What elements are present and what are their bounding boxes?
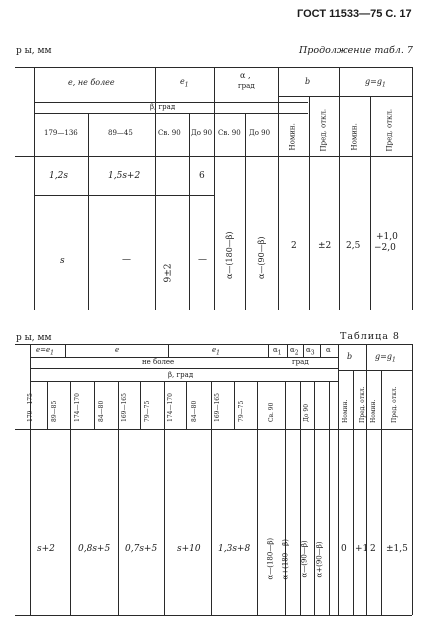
page-header: ГОСТ 11533—75 С. 17 (297, 8, 412, 20)
t8-col-10: 79—75 (238, 400, 245, 422)
table8-title-left: р ы, мм (16, 333, 52, 343)
t7-col-sv90-a: Св. 90 (158, 129, 181, 137)
t7-r2-g-nom: 2,5 (346, 241, 361, 251)
t7-r2-e2: — (122, 255, 131, 265)
t8-r-v2: 0,8s+5 (78, 544, 111, 554)
t8-head-g: $g=g_1$ (375, 352, 396, 364)
t7-head-b: b (305, 77, 311, 86)
t8-r-g-pred: ±1,5 (386, 544, 408, 554)
t7-head-alpha-unit: град (238, 82, 255, 90)
t8-col-b-pred: Пред. откл. (359, 386, 366, 423)
t8-r-g-nom: 2 (370, 544, 376, 554)
t7-col-179-136: 179—136 (44, 129, 78, 137)
t8-r-v1: s+2 (37, 544, 55, 554)
t7-col-89-45: 89—45 (108, 129, 133, 137)
t8-col-8: 84—80 (191, 400, 198, 422)
t8-r-v5: 1,3s+8 (218, 544, 251, 554)
t8-head-e: е (115, 346, 120, 354)
t7-r2-e1: s (60, 256, 65, 266)
t8-r-v4: s+10 (177, 544, 201, 554)
t8-head-grad: град (292, 358, 309, 366)
t8-r-alpha3: α—(90—β) (300, 540, 309, 578)
t7-head-e1: $е_1$ (180, 77, 189, 89)
table7-title-left: р ы, мм (16, 46, 52, 56)
t7-head-g: $g=g_1$ (365, 77, 386, 89)
t8-col-5: 169—165 (121, 393, 128, 422)
t8-col-6: 79—75 (144, 400, 151, 422)
t7-col-b-nom: Номин. (288, 123, 297, 151)
t8-head-alpha2: $\alpha_2$ (290, 346, 299, 357)
t8-r-v3: 0,7s+5 (125, 544, 158, 554)
t8-col-b-nom: Номин. (342, 399, 349, 423)
t7-col-do90-b: До 90 (249, 129, 271, 137)
t8-col-do90: До 90 (303, 403, 310, 422)
t7-r1-e1: 1,2s (49, 171, 68, 181)
t7-col-g-nom: Номин. (350, 123, 359, 151)
t8-head-alpha1: $\alpha_1$ (273, 346, 282, 357)
t8-head-beta: β, град (168, 371, 194, 379)
t8-col-g-pred: Пред. откл. (391, 386, 398, 423)
table7-title-right: Продолжение табл. 7 (299, 45, 413, 56)
t8-head-not-more: не более (142, 358, 175, 366)
t8-head-alpha: α (326, 346, 331, 354)
table8-title-right: Таблица 8 (340, 331, 400, 342)
t7-r2-e1b: — (198, 255, 207, 265)
t7-r2-g-pred-minus: −2,0 (374, 243, 396, 253)
t7-r2-e1a: 9±2 (163, 263, 174, 283)
t7-r2-b-nom: 2 (291, 241, 297, 251)
t8-col-7: 174—170 (167, 393, 174, 422)
t8-col-3: 174—170 (74, 393, 81, 422)
t8-r-b-nom: 0 (341, 544, 347, 554)
t7-col-do90-a: До 90 (191, 129, 213, 137)
t7-head-alpha: α , (240, 71, 251, 80)
t8-col-4: 84—80 (98, 400, 105, 422)
t8-col-g-nom: Номин. (370, 399, 377, 423)
t7-col-g-pred: Пред. откл. (385, 108, 394, 152)
t7-col-b-pred: Пред. откл. (319, 108, 328, 152)
t7-head-beta: β, град (150, 103, 176, 111)
t7-r2-alpha1: α—(180—β) (225, 231, 234, 279)
t8-r-alpha4: α+(90—β) (315, 541, 324, 578)
t8-head-alpha3: $\alpha_3$ (306, 346, 315, 357)
t8-head-e-e1: $e=e_1$ (36, 346, 54, 357)
t8-r-b-pred: +1 (355, 544, 369, 554)
t8-head-e1: $e_1$ (212, 346, 220, 357)
t8-col-9: 169—165 (214, 393, 221, 422)
t7-r2-alpha2: α—(90—β) (257, 236, 266, 279)
t7-r2-b-pred: ±2 (318, 241, 332, 251)
t7-r1-e2: 1,5s+2 (108, 171, 141, 181)
t8-col-2: 89—85 (51, 400, 58, 422)
t8-r-alpha1: α—(180—β) (266, 537, 275, 580)
t7-r1-e1val: 6 (199, 171, 205, 181)
t7-col-sv90-b: Св. 90 (218, 129, 241, 137)
t8-col-1: 179—175 (27, 393, 34, 422)
t8-head-b: b (347, 352, 353, 361)
t8-col-sv90: Св. 90 (268, 402, 275, 422)
t7-r2-g-pred-plus: +1,0 (376, 232, 398, 242)
t7-head-e: е, не более (68, 78, 115, 87)
t8-r-alpha2: α+(180—β) (281, 539, 290, 580)
